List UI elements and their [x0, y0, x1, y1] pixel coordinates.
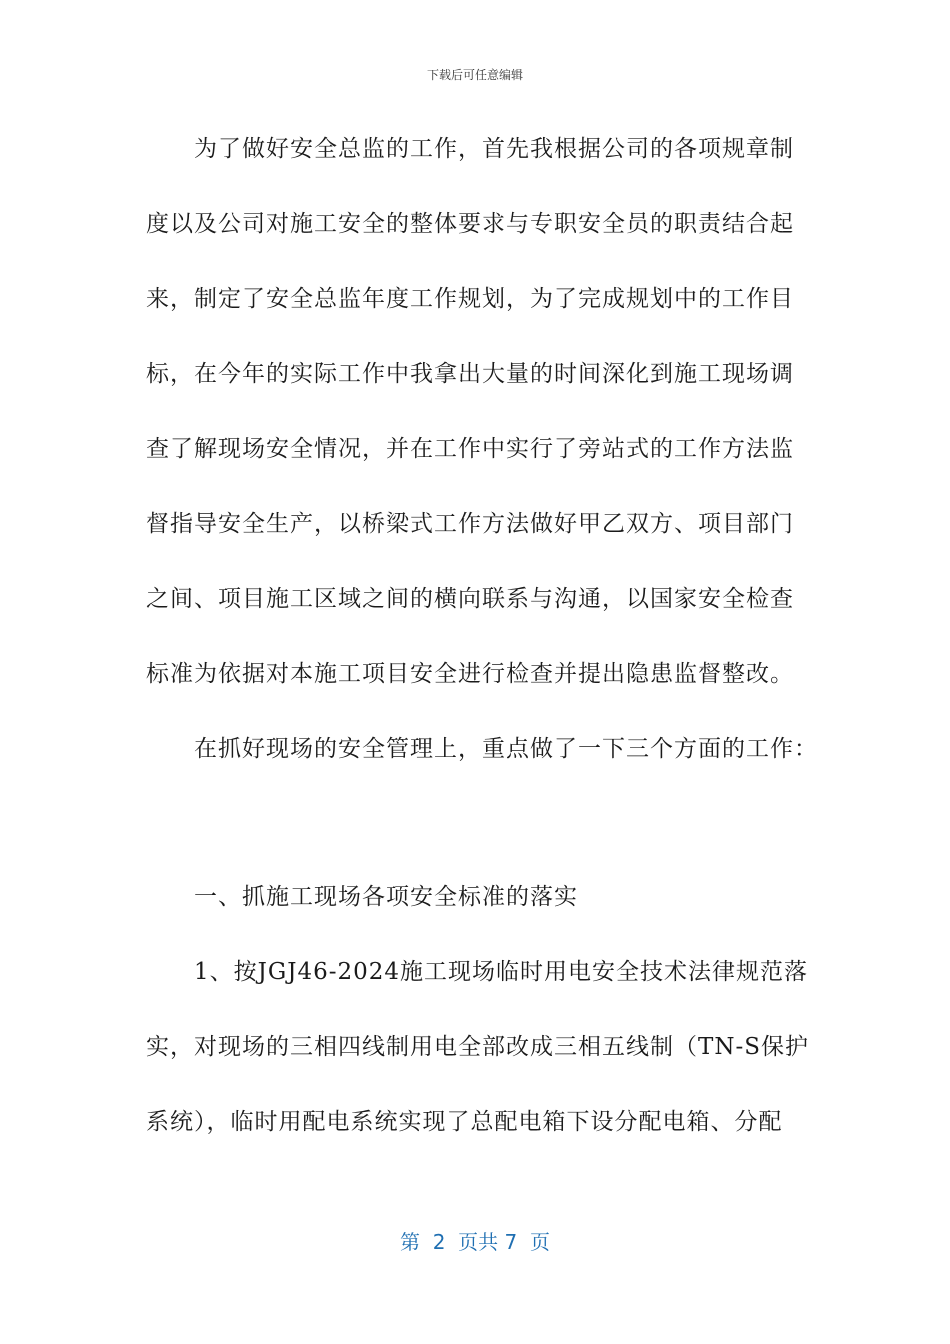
paragraph-line: 为了做好安全总监的工作，首先我根据公司的各项规章制 — [194, 136, 794, 162]
page-footer: 第 2 页共 7 页 — [400, 1230, 550, 1254]
paragraph-line: 标准为依据对本施工项目安全进行检查并提出隐患监督整改。 — [146, 661, 794, 687]
paragraph-line: 实，对现场的三相四线制用电全部改成三相五线制（TN-S保护 — [146, 1034, 809, 1060]
paragraph-line: 系统），临时用配电系统实现了总配电箱下设分配电箱、分配 — [146, 1109, 783, 1135]
section-heading: 一、抓施工现场各项安全标准的落实 — [194, 884, 578, 910]
paragraph-line: 来，制定了安全总监年度工作规划，为了完成规划中的工作目 — [146, 286, 794, 312]
paragraph-line: 查了解现场安全情况，并在工作中实行了旁站式的工作方法监 — [146, 436, 794, 462]
paragraph-line: 在抓好现场的安全管理上，重点做了一下三个方面的工作： — [194, 736, 818, 762]
paragraph-line: 1、按JGJ46-2024施工现场临时用电安全技术法律规范落 — [194, 959, 809, 985]
paragraph-line: 度以及公司对施工安全的整体要求与专职安全员的职责结合起 — [146, 211, 794, 237]
page-header: 下载后可任意编辑 — [426, 68, 523, 82]
paragraph-line: 之间、项目施工区域之间的横向联系与沟通，以国家安全检查 — [146, 586, 794, 612]
paragraph-line: 标，在今年的实际工作中我拿出大量的时间深化到施工现场调 — [146, 361, 794, 387]
paragraph-line: 督指导安全生产，以桥梁式工作方法做好甲乙双方、项目部门 — [146, 511, 794, 537]
